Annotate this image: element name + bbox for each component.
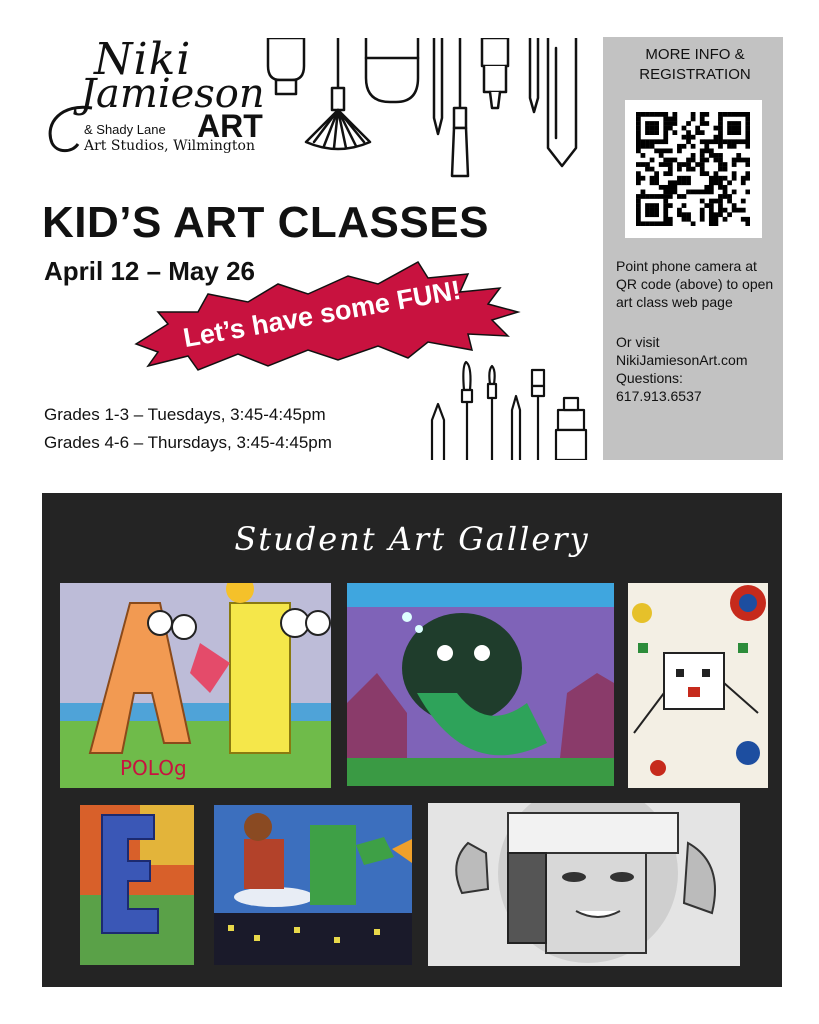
artwork-robot-face	[628, 583, 768, 788]
svg-text:POLOg: POLOg	[120, 756, 187, 780]
questions-label: Questions:	[616, 370, 683, 386]
logo-art-word: ART	[197, 108, 263, 144]
info-heading-line-2: REGISTRATION	[639, 66, 751, 83]
artwork-letter-monsters	[60, 583, 331, 788]
info-heading-line-1: MORE INFO &	[645, 46, 745, 63]
qr-code-icon	[636, 112, 750, 226]
artwork-dragon-night	[214, 805, 412, 965]
fun-slogan: Let’s have some FUN!	[180, 274, 464, 354]
logo-name-last: Jamieson	[80, 71, 265, 117]
class-dates: April 12 – May 26	[44, 256, 255, 286]
qr-code[interactable]	[625, 100, 762, 238]
logo	[42, 34, 265, 168]
page-title: KID’S ART CLASSES	[42, 198, 489, 247]
artwork-sea-creature	[347, 583, 614, 786]
schedule-grades-4-6: Grades 4-6 – Thursdays, 3:45-4:45pm	[44, 433, 332, 452]
info-panel	[603, 37, 783, 460]
art-tools-illustration	[262, 38, 592, 188]
logo-name-first: Niki	[94, 34, 192, 85]
artwork-pencil-face	[428, 803, 740, 966]
logo-subtitle-1: & Shady Lane	[84, 122, 166, 137]
gallery-title: Student Art Gallery	[234, 520, 590, 558]
artwork-mosaic-letter	[80, 805, 194, 965]
class-schedule	[44, 401, 332, 457]
student-art-gallery	[42, 493, 782, 987]
info-heading	[617, 45, 773, 85]
schedule-grades-1-3: Grades 1-3 – Tuesdays, 3:45-4:45pm	[44, 405, 326, 424]
website-link[interactable]: NikiJamiesonArt.com	[616, 352, 748, 368]
visit-prefix: Or visit	[616, 334, 660, 350]
qr-instructions: Point phone camera at QR code (above) to open art class web page	[616, 258, 774, 310]
brushes-illustration	[428, 360, 598, 460]
phone-number[interactable]: 617.913.6537	[616, 388, 702, 404]
logo-subtitle-2: Art Studios, Wilmington	[84, 138, 255, 154]
info-text	[616, 257, 781, 405]
